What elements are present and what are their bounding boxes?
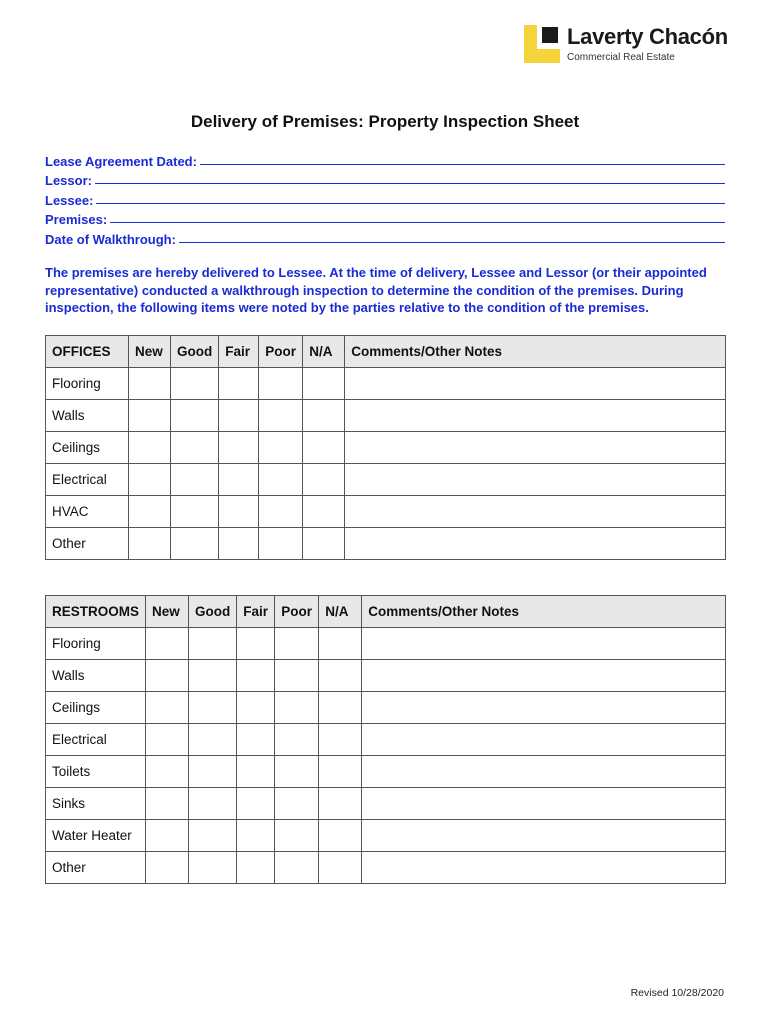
fair-cell[interactable] [237, 820, 275, 852]
column-header: Fair [237, 596, 275, 628]
field-label: Date of Walkthrough: [45, 231, 176, 247]
comments-cell[interactable] [362, 852, 726, 884]
new-cell[interactable] [146, 820, 189, 852]
poor-cell[interactable] [259, 432, 303, 464]
column-header: N/A [303, 336, 345, 368]
document-title: Delivery of Premises: Property Inspection Sheet [190, 112, 580, 131]
fill-line[interactable] [96, 203, 725, 204]
column-header: Good [189, 596, 237, 628]
fair-cell[interactable] [219, 496, 259, 528]
good-cell[interactable] [189, 788, 237, 820]
poor-cell[interactable] [275, 724, 319, 756]
row-label: Sinks [46, 788, 146, 820]
new-cell[interactable] [146, 788, 189, 820]
offices-header-row [46, 336, 726, 368]
good-cell[interactable] [171, 464, 219, 496]
column-header: Poor [259, 336, 303, 368]
fair-cell[interactable] [219, 464, 259, 496]
row-label: Electrical [46, 464, 129, 496]
poor-cell[interactable] [275, 852, 319, 884]
comments-cell[interactable] [362, 628, 726, 660]
column-header: New [129, 336, 171, 368]
field-premises[interactable] [45, 208, 725, 228]
na-cell[interactable] [319, 820, 362, 852]
poor-cell[interactable] [275, 820, 319, 852]
poor-cell[interactable] [259, 400, 303, 432]
comments-cell[interactable] [362, 692, 726, 724]
column-header: OFFICES [46, 336, 129, 368]
poor-cell[interactable] [259, 496, 303, 528]
row-label: Other [46, 528, 129, 560]
fair-cell[interactable] [237, 628, 275, 660]
column-header: N/A [319, 596, 362, 628]
offices-body [46, 368, 726, 560]
poor-cell[interactable] [259, 368, 303, 400]
good-cell[interactable] [171, 432, 219, 464]
na-cell[interactable] [319, 724, 362, 756]
row-label: Ceilings [46, 692, 146, 724]
offices-header [46, 336, 726, 368]
lease-fields [45, 149, 725, 247]
na-cell[interactable] [303, 368, 345, 400]
table-row [46, 628, 726, 660]
new-cell[interactable] [146, 756, 189, 788]
comments-cell[interactable] [345, 464, 726, 496]
good-cell[interactable] [189, 756, 237, 788]
fair-cell[interactable] [237, 692, 275, 724]
good-cell[interactable] [189, 692, 237, 724]
good-cell[interactable] [189, 628, 237, 660]
table-row [46, 400, 726, 432]
company-name: Laverty Chacón [567, 24, 728, 49]
new-cell[interactable] [146, 692, 189, 724]
good-cell[interactable] [171, 368, 219, 400]
row-label: Water Heater [46, 820, 146, 852]
row-label: Flooring [46, 628, 146, 660]
row-label: Other [46, 852, 146, 884]
comments-cell[interactable] [345, 528, 726, 560]
fair-cell[interactable] [219, 432, 259, 464]
comments-cell[interactable] [362, 660, 726, 692]
na-cell[interactable] [319, 852, 362, 884]
fair-cell[interactable] [219, 528, 259, 560]
restrooms-table [45, 595, 726, 884]
fair-cell[interactable] [237, 756, 275, 788]
table-row [46, 692, 726, 724]
row-label: Walls [46, 400, 129, 432]
poor-cell[interactable] [275, 756, 319, 788]
na-cell[interactable] [319, 628, 362, 660]
comments-cell[interactable] [345, 432, 726, 464]
fill-line[interactable] [200, 164, 725, 165]
poor-cell[interactable] [275, 692, 319, 724]
fill-line[interactable] [179, 242, 725, 243]
row-label: HVAC [46, 496, 129, 528]
table-row [46, 368, 726, 400]
fill-line[interactable] [110, 222, 725, 223]
comments-cell[interactable] [362, 788, 726, 820]
field-lessor[interactable] [45, 169, 725, 189]
table-row [46, 820, 726, 852]
new-cell[interactable] [146, 660, 189, 692]
poor-cell[interactable] [275, 788, 319, 820]
revision-date: Revised 10/28/2020 [630, 987, 724, 999]
field-lease-agreement-dated[interactable] [45, 149, 725, 169]
na-cell[interactable] [303, 400, 345, 432]
poor-cell[interactable] [275, 628, 319, 660]
table-row [46, 528, 726, 560]
table-row [46, 496, 726, 528]
restrooms-header [46, 596, 726, 628]
good-cell[interactable] [171, 400, 219, 432]
comments-cell[interactable] [345, 368, 726, 400]
field-label: Premises: [45, 212, 108, 228]
fair-cell[interactable] [237, 788, 275, 820]
comments-cell[interactable] [345, 496, 726, 528]
row-label: Walls [46, 660, 146, 692]
poor-cell[interactable] [259, 528, 303, 560]
comments-cell[interactable] [362, 820, 726, 852]
field-lessee[interactable] [45, 188, 725, 208]
column-header: RESTROOMS [46, 596, 146, 628]
row-label: Ceilings [46, 432, 129, 464]
table-row [46, 756, 726, 788]
intro-paragraph: The premises are hereby delivered to Lessee. At the time of delivery, Lessee and Lessor (or their appointed representative) conducted a walkthrough inspection to determine the condition of the premises. During inspection, the following items were noted by the parties relative to the condition of the premises. [45, 265, 707, 315]
table-row [46, 724, 726, 756]
good-cell[interactable] [171, 496, 219, 528]
na-cell[interactable] [319, 756, 362, 788]
field-label: Lessee: [45, 192, 94, 208]
na-cell[interactable] [319, 660, 362, 692]
new-cell[interactable] [146, 852, 189, 884]
column-header: Poor [275, 596, 319, 628]
fair-cell[interactable] [237, 660, 275, 692]
row-label: Toilets [46, 756, 146, 788]
comments-cell[interactable] [345, 400, 726, 432]
na-cell[interactable] [303, 496, 345, 528]
good-cell[interactable] [189, 660, 237, 692]
offices-table [45, 335, 726, 560]
new-cell[interactable] [129, 528, 171, 560]
na-cell[interactable] [303, 528, 345, 560]
field-label: Lessor: [45, 173, 92, 189]
column-header: Comments/Other Notes [362, 596, 726, 628]
row-label: Flooring [46, 368, 129, 400]
company-tagline: Commercial Real Estate [567, 52, 675, 63]
na-cell[interactable] [303, 464, 345, 496]
row-label: Electrical [46, 724, 146, 756]
na-cell[interactable] [303, 432, 345, 464]
table-row [46, 432, 726, 464]
fair-cell[interactable] [237, 852, 275, 884]
column-header: New [146, 596, 189, 628]
new-cell[interactable] [129, 400, 171, 432]
good-cell[interactable] [189, 852, 237, 884]
table-row [46, 852, 726, 884]
fair-cell[interactable] [219, 368, 259, 400]
new-cell[interactable] [146, 724, 189, 756]
comments-cell[interactable] [362, 756, 726, 788]
na-cell[interactable] [319, 788, 362, 820]
comments-cell[interactable] [362, 724, 726, 756]
table-row [46, 464, 726, 496]
field-label: Lease Agreement Dated: [45, 153, 197, 169]
good-cell[interactable] [189, 820, 237, 852]
logo-mark-icon [524, 25, 560, 63]
field-date-of-walkthrough[interactable] [45, 227, 725, 247]
new-cell[interactable] [129, 368, 171, 400]
new-cell[interactable] [129, 464, 171, 496]
company-logo [524, 25, 734, 65]
new-cell[interactable] [129, 432, 171, 464]
column-header: Good [171, 336, 219, 368]
new-cell[interactable] [146, 628, 189, 660]
good-cell[interactable] [189, 724, 237, 756]
fair-cell[interactable] [219, 400, 259, 432]
poor-cell[interactable] [259, 464, 303, 496]
fill-line[interactable] [95, 183, 725, 184]
column-header: Fair [219, 336, 259, 368]
na-cell[interactable] [319, 692, 362, 724]
table-row [46, 788, 726, 820]
table-row [46, 660, 726, 692]
column-header: Comments/Other Notes [345, 336, 726, 368]
poor-cell[interactable] [275, 660, 319, 692]
fair-cell[interactable] [237, 724, 275, 756]
restrooms-header-row [46, 596, 726, 628]
good-cell[interactable] [171, 528, 219, 560]
new-cell[interactable] [129, 496, 171, 528]
restrooms-body [46, 628, 726, 884]
